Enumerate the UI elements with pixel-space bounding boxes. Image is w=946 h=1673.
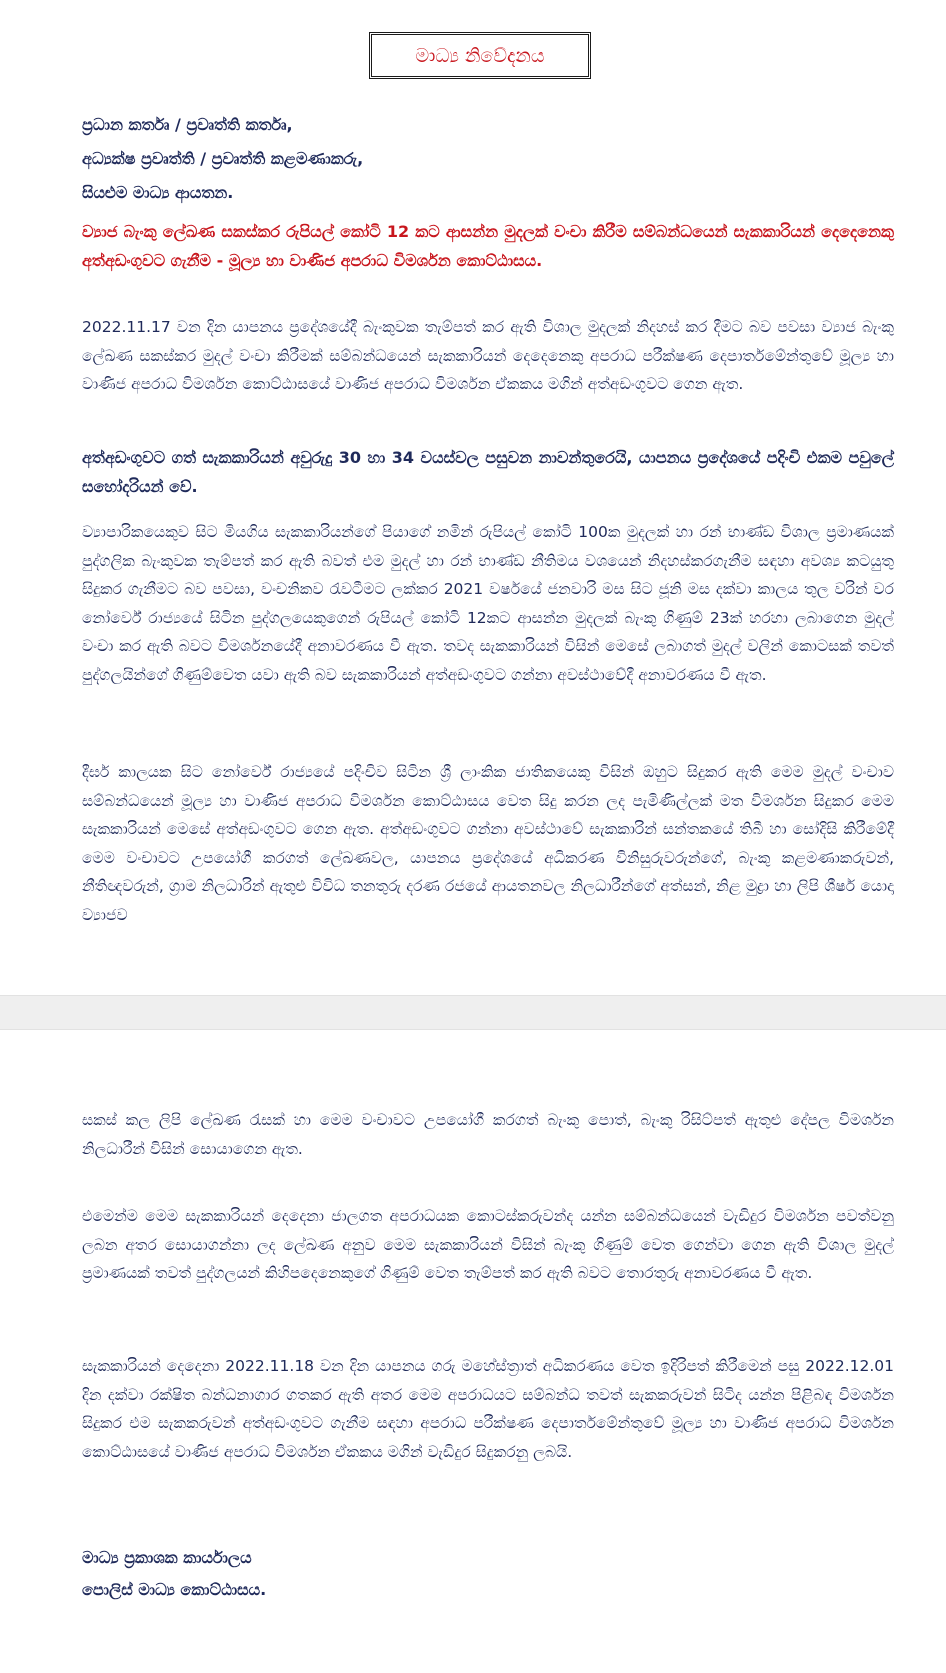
signature-line-2: පොලිස් මාධ්‍ය කොට්ඨාසය. (82, 1580, 267, 1599)
addressee-block (82, 108, 894, 210)
signature-line-1: මාධ්‍ය ප්‍රකාශක කාර්යාලය (82, 1548, 252, 1567)
paragraph-7: සැකකාරියන් දෙදෙනා 2022.11.18 වන දින යාපනය ගරු මහේස්ත්‍රාත් අධිකරණය වෙත ඉදිරිපත් කිරීමෙන් පසු 2022.12.01 දින දක්වා රක්ෂිත බන්ධනාගාර ගතකර ඇති අතර මෙම අපරාධයට සම්බන්ධ තවත් සැකකරුවන් සිටිද යන්න පිළිබඳ විමර්ශන සිදුකර එම සැකකරුවන් අත්අඩංගුවට ගැනීම සඳහා අපරාධ පරීක්ෂණ දෙපාර්තමේන්තුවේ මූල්‍ය හා වාණිජ අපරාධ විමර්ශන කොට්ඨාසයේ වාණිජ අපරාධ විමර්ශන ඒකකය මගින් වැඩිදුර සිදුකරනු ලබයි. (82, 1357, 894, 1461)
paragraph-3: ව්‍යාපාරිකයෙකුව සිට මියගිය සැකකාරියන්ගේ පියාගේ නමින් රුපියල් කෝටි 100ක මුදලක් හා රන් භාණ්ඩ විශාල ප්‍රමාණයක් පුද්ගලික බැංකුවක තැම්පත් කර ඇති බවත් එම මුදල් හා රන් භාණ්ඩ නීතිමය වශයෙන් නිදහස්කරගැනීම සඳහා අවශ්‍ය කටයුතු සිදුකර ගැනීමට බව පවසා, වංචනිකව රැවටීමට ලක්කර 2021 වර්ෂයේ ජනවාරි මස සිට ජූනි මස දක්වා කාලය තුල වරින් වර නෝර්වේ රාජ්‍යයේ සිටින පුද්ගලයෙකුගෙන් රුපියල් කෝටි 12කට ආසන්න මුදලක් බැංකු ගිණුම් 23ක් හරහා ලබාගෙන මුදල් වංචා කර ඇති බවට විමර්ශනයේදී අනාවරණය වී ඇත. තවද සැකකාරියන් විසින් මෙසේ ලබාගත් මුදල් වලින් කොටසක් තවත් පුද්ගලයින්ගේ ගිණුම්වෙත යවා ඇති බව සැකකාරියන් අත්අඩංගුවට ගන්නා අවස්ථාවේදී අනාවරණය වී ඇත. (82, 523, 894, 684)
paragraph-5: සකස් කල ලිපි ලේඛණ රැසක් හා මෙම වංචාවට උපයෝගී කරගත් බැංකු පොත්, බැංකු රිසිට්පත් ඇතුළු දේපල විමර්ශන නිලධාරීන් විසින් සොයාගෙන ඇත. (82, 1111, 894, 1158)
page-separator (0, 995, 946, 1030)
paragraph-1: 2022.11.17 වන දින යාපනය ප්‍රදේශයේදී බැංකුවක තැම්පත් කර ඇති විශාල මුදලක් නිදහස් කර දීමට බව පවසා ව්‍යාජ බැංකු ලේඛණ සකස්කර මුදල් වංචා කිරීමක් සම්බන්ධයෙන් සැකකාරියන් දෙදෙනෙකු අපරාධ පරීක්ෂණ දෙපාර්තමේන්තුවේ මූල්‍ය හා වාණිජ අපරාධ විමර්ශන කොට්ඨාසයේ වාණිජ අපරාධ විමර්ශන ඒකකය මගින් අත්අඩංගුවට ගෙන ඇත. (82, 318, 894, 393)
document-page-2 (0, 1030, 946, 1673)
document-title: මාධ්‍ය නිවේදනය (369, 32, 591, 79)
paragraph-2: අත්අඩංගුවට ගත් සැකකාරියන් අවුරුදු 30 හා 34 වයස්වල පසුවන නාවන්තුරෙයි, යාපනය ප්‍රදේශයේ පදිංචි එකම පවුලේ සහෝදරියන් වේ. (82, 448, 894, 496)
signature-block (82, 1542, 894, 1606)
release-heading: ව්‍යාජ බැංකු ලේඛණ සකස්කර රුපියල් කෝටි 12 කට ආසන්න මුදලක් වංචා කිරීම සම්බන්ධයෙන් සැකකාරියන් දෙදෙනෙකු අත්අඩංගුවට ගැනීම - මූල්‍ය හා වාණිජ අපරාධ විමර්ශන කොට්ඨාසය. (82, 222, 894, 270)
addressee-line-2: අධ්‍යක්ෂ ප්‍රවෘත්ති / ප්‍රවෘත්ති කළමණාකරු, (82, 149, 364, 168)
addressee-line-1: ප්‍රධාන කර්තෘ / ප්‍රවෘත්ති කර්තෘ, (82, 115, 293, 134)
paragraph-4: දීර්ඝ කාලයක සිට නෝර්වේ රාජ්‍යයේ පදිංචිව සිටින ශ්‍රී ලාංකික ජාතිකයෙකු විසින් ඔහුට සිදුකර ඇති මෙම මුදල් වංචාව සම්බන්ධයෙන් මූල්‍ය හා වාණිජ අපරාධ විමර්ශන කොට්ඨාසය වෙත සිදු කරන ලද පැමිණිල්ලක් මත විමර්ශන සිදුකර මෙම සැකකාරියන් මෙසේ අත්අඩංගුවට ගෙන ඇත. අත්අඩංගුවට ගන්නා අවස්ථාවේ සැකකාරින් සන්තකයේ තිබී හා සෝදිසි කිරීමේදී මෙම වංචාවට උපයෝගී කරගත් ලේඛණවල, යාපනය ප්‍රදේශයේ අධිකරණ විනිසුරුවරුන්ගේ, බැංකු කළමණාකරුවන්, නීතිඥවරුන්, ග්‍රාම නිලධාරින් ඇතුළු විවිධ තනතුරු දරණ රජයේ ආයතනවල නිලධාරීන්ගේ අත්සන්, නිළ මුද්‍රා හා ලිපි ශීර්ෂ යොදා ව්‍යාජව (82, 763, 894, 924)
addressee-line-3: සියළුම මාධ්‍ය ආයතන. (82, 183, 234, 202)
paragraph-6: එමෙන්ම මෙම සැකකාරියන් දෙදෙනා ජාලගත අපරාධයක කොටස්කරුවන්ද යන්න සම්බන්ධයෙන් වැඩිදුර විමර්ශන පවත්වනු ලබන අතර සොයාගන්නා ලද ලේඛණ අනුව මෙම සැකකාරියන් විසින් බැංකු ගිණුම් වෙත ගෙන්වා ගෙන ඇති විශාල මුදල් ප්‍රමාණයක් තවත් පුද්ගලයන් කිහිපදෙනෙකුගේ ගිණුම් වෙත තැම්පත් කර ඇති බවට තොරතුරු අනාවරණය වී ඇත. (82, 1207, 894, 1282)
